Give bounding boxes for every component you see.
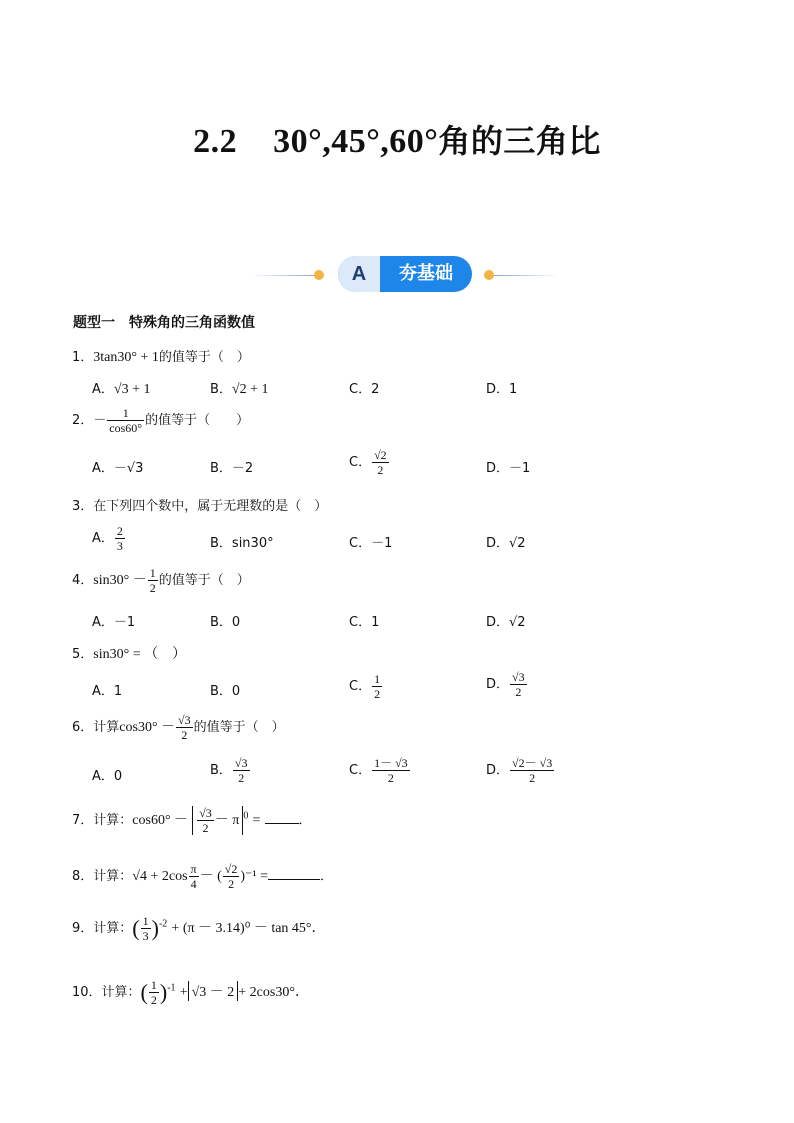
q2-c-fraction [372,448,389,477]
q6-option-a[interactable]: A．0 [92,769,123,784]
q4-den: 2 [149,581,156,595]
question-5 [72,643,186,663]
q2-tail: 的值等于（ ） [145,413,250,428]
q6-b-label: B． [210,763,232,778]
banner-left-dot [314,270,324,280]
q5-d-label: D． [486,677,510,692]
q9-paren-open: ( [132,915,140,941]
q6-tail: 的值等于（ ） [193,720,285,735]
question-1 [72,346,250,366]
q7-num: √3 [199,806,212,820]
q7-exp: 0 [243,810,249,822]
q9-label: 9．计算： [72,921,133,936]
q6-d-den: 2 [529,771,536,785]
q6-den: 2 [181,728,188,742]
q6-num: √3 [178,713,191,727]
q7-expr: cos60° － [132,813,189,828]
q4-label: 4． [72,573,94,588]
q2-den: cos60° [109,421,143,435]
q1-option-d[interactable]: D．1 [486,382,518,397]
q10-rest: + 2cos30°． [238,985,309,1000]
q3-a-fraction [115,524,125,553]
q2-option-b[interactable]: B．－2 [210,461,254,476]
q8-fraction-2 [223,862,240,891]
q4-option-c[interactable]: C．1 [349,615,380,630]
q5-c-fraction [372,672,382,701]
q8-fraction [189,862,199,891]
q8-num: π [190,862,197,876]
q1-expr: 3tan30° + 1 [93,350,159,365]
q1-tail: 的值等于（ ） [158,350,250,365]
q2-fraction [107,406,144,435]
q8-label: 8．计算： [72,869,133,884]
q10-exp: -1 [167,982,176,994]
q1-label: 1． [72,350,94,365]
question-3: 3．在下列四个数中，属于无理数的是（ ） [72,499,328,514]
q7-answer-blank[interactable] [265,812,299,824]
q4-option-b[interactable]: B．0 [210,615,241,630]
q8-exp: )⁻¹ = [240,869,269,884]
section-banner [250,256,560,294]
q6-d-label: D． [486,763,510,778]
q5-c-label: C． [349,679,372,694]
banner-right-dot [484,270,494,280]
q1-option-a[interactable] [92,378,151,398]
q1-option-c[interactable]: C．2 [349,382,380,397]
q1-option-b[interactable] [210,378,269,398]
q4-num: 1 [149,566,156,580]
q3-option-a[interactable] [92,524,126,553]
q8-num-2: √2 [224,862,238,876]
q10-num: 1 [150,978,157,992]
q9-num: 1 [142,914,149,928]
q9-paren-close: ) [151,915,159,941]
q2-option-c[interactable] [349,448,390,477]
q2-option-d[interactable]: D．－1 [486,461,531,476]
q1-a-value: √3 + 1 [113,382,151,397]
q4-tail: 的值等于（ ） [158,573,250,588]
q7-eq: = [252,813,261,828]
q2-c-num: √2 [374,448,387,462]
q2-neg: － [93,413,107,428]
q1-a-label: A． [92,382,114,397]
q5-c-den: 2 [374,687,381,701]
q6-d-num: √2－ √3 [512,756,553,770]
q7-end: ． [298,813,312,828]
q4-option-d[interactable]: D．√2 [486,615,526,630]
banner-pill [338,256,472,292]
q10-plus: + [179,985,188,1000]
q7-label: 7．计算： [72,813,133,828]
q5-d-den: 2 [515,685,522,699]
question-2 [72,406,249,435]
q10-paren-close: ) [159,979,168,1005]
q5-d-fraction [510,670,527,699]
q3-option-b[interactable]: B．sin30° [210,536,274,551]
q2-c-den: 2 [377,463,384,477]
q5-d-num: √3 [512,670,525,684]
q3-option-c[interactable]: C．－1 [349,536,393,551]
q1-b-label: B． [210,382,232,397]
q7-den: 2 [202,821,209,835]
q7-mid: － π [214,813,240,828]
q8-answer-blank[interactable] [268,868,320,880]
q2-c-label: C． [349,455,372,470]
q5-option-c[interactable] [349,672,383,701]
q9-exp: -2 [158,918,168,930]
q8-expr: √4 + 2cos [132,869,188,884]
q9-den: 3 [142,929,149,943]
q10-label: 10．计算： [72,985,141,1000]
page-title [0,116,794,162]
q3-a-label: A． [92,531,114,546]
q5-option-a[interactable]: A．1 [92,684,123,699]
q5-label: 5． [72,647,94,662]
q8-den: 4 [190,877,197,891]
q6-d-fraction [510,756,554,785]
q6-option-b[interactable] [210,756,251,785]
q2-num: 1 [107,406,144,421]
q4-option-a[interactable]: A．－1 [92,615,136,630]
title-number: 2.2 [193,123,238,160]
q4-expr: sin30° － [93,573,147,588]
banner-left-line [250,275,316,276]
q10-abs: √3 － 2 [188,981,239,1001]
question-8 [72,862,333,891]
banner-text: 夯基础 [399,263,453,284]
q7-abs [192,806,243,835]
question-9 [72,914,326,943]
q10-fraction [149,978,159,1007]
q5-c-num: 1 [374,672,381,686]
q2-label: 2． [72,413,94,428]
q3-a-den: 3 [116,539,123,553]
q8-end: ． [320,869,334,884]
q6-c-fraction [372,756,410,785]
banner-right-line [494,275,560,276]
question-6 [72,713,285,742]
q6-b-den: 2 [238,771,245,785]
q9-rest: + (π － 3.14)⁰ － tan 45°． [171,921,326,936]
title-angles: 30°,45°,60° [273,123,439,160]
q5-option-d[interactable] [486,670,528,699]
q9-fraction [141,914,151,943]
q6-c-den: 2 [387,771,394,785]
q7-fraction [197,806,214,835]
q8-den-2: 2 [228,877,235,891]
q6-b-fraction [233,756,250,785]
q6-label: 6．计算 [72,720,120,735]
q6-expr: cos30° － [119,720,176,735]
q2-option-a[interactable]: A．－√3 [92,461,144,476]
q6-fraction [176,713,193,742]
banner-letter: A [338,256,380,292]
question-7 [72,806,312,835]
q3-option-d[interactable]: D．√2 [486,536,526,551]
q1-b-value: √2 + 1 [231,382,269,397]
q6-option-c[interactable] [349,756,411,785]
title-chinese: 角的三角比 [438,122,601,160]
q5-expr: sin30° = （ ） [93,647,187,662]
question-4 [72,566,250,595]
q5-option-b[interactable]: B．0 [210,684,241,699]
q3-a-num: 2 [116,524,123,538]
q6-b-num: √3 [234,756,248,770]
q4-fraction [148,566,158,595]
q6-option-d[interactable] [486,756,555,785]
q6-c-num: 1－ √3 [374,756,408,770]
question-10 [72,978,309,1007]
q8-mid: － ( [199,869,222,884]
q10-den: 2 [150,993,157,1007]
q6-c-label: C． [349,763,372,778]
section-heading: 题型一 特殊角的三角函数值 [73,315,255,331]
q10-paren-open: ( [140,979,148,1005]
